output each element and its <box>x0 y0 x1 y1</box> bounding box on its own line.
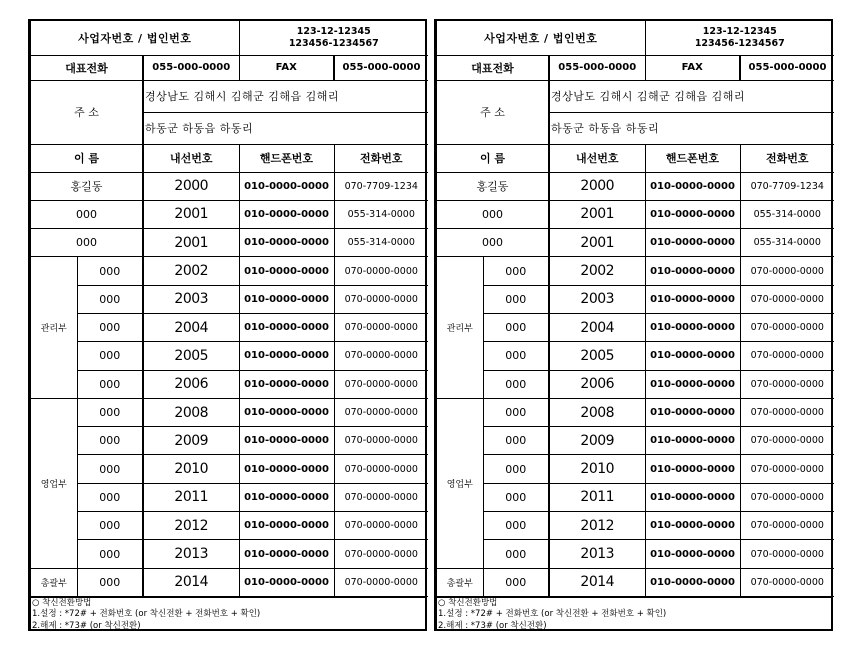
main-phone-row <box>437 55 834 80</box>
extension-number: 2002 <box>143 257 239 285</box>
extension-number: 2001 <box>549 200 645 228</box>
mobile-number: 010-0000-0000 <box>645 540 740 568</box>
employee-name: 000 <box>31 229 143 257</box>
phone-number: 070-0000-0000 <box>334 370 428 398</box>
employee-name: 000 <box>483 285 549 313</box>
table-row <box>437 370 834 398</box>
col-header-phone: 전화번호 <box>334 144 428 172</box>
phone-number: 070-0000-0000 <box>740 512 834 540</box>
phone-number: 070-0000-0000 <box>334 257 428 285</box>
extension-number: 2006 <box>549 370 645 398</box>
employee-name: 000 <box>77 455 143 483</box>
table-row <box>437 200 834 228</box>
col-header-mobile: 핸드폰번호 <box>645 144 740 172</box>
phone-number: 070-0000-0000 <box>740 483 834 511</box>
biz-number-value <box>645 21 834 55</box>
department-name: 총괄부 <box>31 568 77 596</box>
address-line1: 경상남도 김해시 김해군 김해읍 김해리 <box>549 80 834 112</box>
employee-name: 000 <box>483 455 549 483</box>
employee-name: 홍길동 <box>437 172 549 200</box>
table-row <box>31 313 428 341</box>
main-phone-value: 055-000-0000 <box>143 55 239 80</box>
address-line2: 하동군 하동읍 하동리 <box>143 112 428 144</box>
call-forwarding-notes <box>31 597 425 633</box>
table-row <box>31 398 428 426</box>
phone-number: 055-314-0000 <box>334 229 428 257</box>
employee-name: 000 <box>437 200 549 228</box>
call-forwarding-notes <box>437 597 831 633</box>
main-phone-value: 055-000-0000 <box>549 55 645 80</box>
column-header-row <box>437 144 834 172</box>
phone-number: 070-0000-0000 <box>740 285 834 313</box>
table-row <box>31 229 428 257</box>
mobile-number: 010-0000-0000 <box>645 398 740 426</box>
fax-value: 055-000-0000 <box>334 55 428 80</box>
table-row <box>437 285 834 313</box>
notes-title: ○ 착신전환방법 <box>438 597 498 608</box>
table-row <box>31 342 428 370</box>
phone-number: 070-0000-0000 <box>334 512 428 540</box>
table-row <box>437 342 834 370</box>
address-row-1 <box>31 80 428 112</box>
employee-name: 000 <box>77 313 143 341</box>
employee-name: 000 <box>483 483 549 511</box>
mobile-number: 010-0000-0000 <box>645 200 740 228</box>
phone-number: 070-0000-0000 <box>334 342 428 370</box>
department-name: 관리부 <box>437 257 483 398</box>
biz-number-line2: 123456-1234567 <box>288 37 379 49</box>
employee-name: 000 <box>437 229 549 257</box>
phone-number: 055-314-0000 <box>334 200 428 228</box>
phone-number: 070-0000-0000 <box>334 427 428 455</box>
extension-number: 2010 <box>549 455 645 483</box>
phone-number: 070-0000-0000 <box>334 540 428 568</box>
table-row <box>31 172 428 200</box>
mobile-number: 010-0000-0000 <box>645 229 740 257</box>
phone-number: 070-0000-0000 <box>740 257 834 285</box>
phone-number: 070-0000-0000 <box>740 427 834 455</box>
biz-number-row <box>437 21 834 55</box>
employee-name: 000 <box>77 398 143 426</box>
table-row <box>437 568 834 596</box>
extension-number: 2009 <box>549 427 645 455</box>
phone-number: 070-0000-0000 <box>740 398 834 426</box>
table-row <box>437 229 834 257</box>
mobile-number: 010-0000-0000 <box>645 512 740 540</box>
mobile-number: 010-0000-0000 <box>645 568 740 596</box>
fax-label: FAX <box>645 55 740 80</box>
employee-name: 000 <box>31 200 143 228</box>
table-row <box>31 455 428 483</box>
employee-name: 000 <box>483 540 549 568</box>
table-row <box>437 398 834 426</box>
table-row <box>31 427 428 455</box>
mobile-number: 010-0000-0000 <box>645 285 740 313</box>
col-header-name: 이 름 <box>437 144 549 172</box>
col-header-name: 이 름 <box>31 144 143 172</box>
extension-number: 2001 <box>549 229 645 257</box>
extension-number: 2004 <box>143 313 239 341</box>
phone-number: 070-0000-0000 <box>740 540 834 568</box>
employee-name: 000 <box>483 512 549 540</box>
employee-name: 000 <box>77 370 143 398</box>
fax-value: 055-000-0000 <box>740 55 834 80</box>
notes-title: ○ 착신전환방법 <box>32 597 92 608</box>
biz-number-label: 사업자번호 / 법인번호 <box>31 21 239 55</box>
extension-number: 2013 <box>549 540 645 568</box>
biz-number-value <box>239 21 428 55</box>
fax-label: FAX <box>239 55 334 80</box>
address-line1: 경상남도 김해시 김해군 김해읍 김해리 <box>143 80 428 112</box>
phone-number: 070-0000-0000 <box>334 398 428 426</box>
notes-line1: 1.설정 : *72# + 전화번호 (or 착신전환 + 전화번호 + 확인) <box>32 609 261 620</box>
notes-line2: 2.해제 : *73# (or 착신전환) <box>438 620 547 631</box>
biz-number-line2: 123456-1234567 <box>694 37 785 49</box>
table-row <box>31 540 428 568</box>
phone-number: 070-7709-1234 <box>740 172 834 200</box>
extension-number: 2002 <box>549 257 645 285</box>
extension-number: 2006 <box>143 370 239 398</box>
extension-number: 2008 <box>549 398 645 426</box>
table-row <box>437 455 834 483</box>
table-row <box>31 257 428 285</box>
employee-name: 000 <box>77 568 143 596</box>
department-name: 영업부 <box>437 398 483 568</box>
extension-number: 2004 <box>549 313 645 341</box>
table-row <box>437 257 834 285</box>
mobile-number: 010-0000-0000 <box>239 257 334 285</box>
table-row <box>437 427 834 455</box>
mobile-number: 010-0000-0000 <box>645 313 740 341</box>
mobile-number: 010-0000-0000 <box>239 285 334 313</box>
phone-number: 070-0000-0000 <box>334 313 428 341</box>
employee-name: 000 <box>77 257 143 285</box>
employee-name: 000 <box>483 568 549 596</box>
table-row <box>437 540 834 568</box>
col-header-extension: 내선번호 <box>549 144 645 172</box>
department-name: 영업부 <box>31 398 77 568</box>
employee-name: 000 <box>483 342 549 370</box>
col-header-phone: 전화번호 <box>740 144 834 172</box>
employee-name: 000 <box>77 512 143 540</box>
mobile-number: 010-0000-0000 <box>645 427 740 455</box>
mobile-number: 010-0000-0000 <box>645 257 740 285</box>
main-phone-label: 대표전화 <box>437 55 549 80</box>
biz-number-row <box>31 21 428 55</box>
table-row <box>31 285 428 313</box>
column-header-row <box>31 144 428 172</box>
table-row <box>31 370 428 398</box>
extension-number: 2005 <box>143 342 239 370</box>
employee-name: 홍길동 <box>31 172 143 200</box>
mobile-number: 010-0000-0000 <box>645 172 740 200</box>
address-label: 주 소 <box>437 80 549 144</box>
extension-number: 2011 <box>549 483 645 511</box>
extension-number: 2011 <box>143 483 239 511</box>
extension-number: 2001 <box>143 200 239 228</box>
biz-number-line1: 123-12-12345 <box>702 25 777 37</box>
mobile-number: 010-0000-0000 <box>645 370 740 398</box>
phone-number: 055-314-0000 <box>740 200 834 228</box>
table-row <box>31 483 428 511</box>
mobile-number: 010-0000-0000 <box>645 483 740 511</box>
mobile-number: 010-0000-0000 <box>239 313 334 341</box>
address-line2: 하동군 하동읍 하동리 <box>549 112 834 144</box>
contact-table <box>31 21 428 597</box>
phone-number: 070-0000-0000 <box>334 568 428 596</box>
mobile-number: 010-0000-0000 <box>239 398 334 426</box>
phone-number: 070-0000-0000 <box>334 285 428 313</box>
mobile-number: 010-0000-0000 <box>239 455 334 483</box>
table-row <box>437 313 834 341</box>
extension-number: 2005 <box>549 342 645 370</box>
mobile-number: 010-0000-0000 <box>239 370 334 398</box>
biz-number-line1: 123-12-12345 <box>296 25 371 37</box>
extension-number: 2008 <box>143 398 239 426</box>
employee-name: 000 <box>77 483 143 511</box>
mobile-number: 010-0000-0000 <box>239 342 334 370</box>
employee-name: 000 <box>483 313 549 341</box>
phone-number: 070-0000-0000 <box>740 455 834 483</box>
mobile-number: 010-0000-0000 <box>239 512 334 540</box>
mobile-number: 010-0000-0000 <box>239 229 334 257</box>
extension-number: 2012 <box>549 512 645 540</box>
extension-number: 2003 <box>549 285 645 313</box>
col-header-extension: 내선번호 <box>143 144 239 172</box>
employee-name: 000 <box>483 370 549 398</box>
col-header-mobile: 핸드폰번호 <box>239 144 334 172</box>
employee-name: 000 <box>483 398 549 426</box>
extension-number: 2014 <box>143 568 239 596</box>
extension-number: 2009 <box>143 427 239 455</box>
table-row <box>437 172 834 200</box>
mobile-number: 010-0000-0000 <box>645 455 740 483</box>
address-label: 주 소 <box>31 80 143 144</box>
mobile-number: 010-0000-0000 <box>239 200 334 228</box>
extension-number: 2000 <box>143 172 239 200</box>
mobile-number: 010-0000-0000 <box>645 342 740 370</box>
phone-number: 055-314-0000 <box>740 229 834 257</box>
table-row <box>437 512 834 540</box>
phone-number: 070-0000-0000 <box>740 568 834 596</box>
main-phone-label: 대표전화 <box>31 55 143 80</box>
employee-name: 000 <box>483 257 549 285</box>
mobile-number: 010-0000-0000 <box>239 483 334 511</box>
department-name: 관리부 <box>31 257 77 398</box>
extension-number: 2014 <box>549 568 645 596</box>
department-name: 총괄부 <box>437 568 483 596</box>
phone-number: 070-0000-0000 <box>334 483 428 511</box>
phone-number: 070-0000-0000 <box>740 313 834 341</box>
phone-number: 070-0000-0000 <box>334 455 428 483</box>
notes-line2: 2.해제 : *73# (or 착신전환) <box>32 620 141 631</box>
employee-name: 000 <box>77 285 143 313</box>
mobile-number: 010-0000-0000 <box>239 568 334 596</box>
contact-table <box>437 21 834 597</box>
extension-number: 2010 <box>143 455 239 483</box>
table-row <box>31 200 428 228</box>
mobile-number: 010-0000-0000 <box>239 172 334 200</box>
table-row <box>31 512 428 540</box>
employee-name: 000 <box>77 427 143 455</box>
mobile-number: 010-0000-0000 <box>239 427 334 455</box>
contact-sheet-left <box>28 19 427 631</box>
mobile-number: 010-0000-0000 <box>239 540 334 568</box>
extension-number: 2013 <box>143 540 239 568</box>
employee-name: 000 <box>77 342 143 370</box>
extension-number: 2000 <box>549 172 645 200</box>
notes-line1: 1.설정 : *72# + 전화번호 (or 착신전환 + 전화번호 + 확인) <box>438 609 667 620</box>
biz-number-label: 사업자번호 / 법인번호 <box>437 21 645 55</box>
address-row-1 <box>437 80 834 112</box>
contact-sheet-right <box>434 19 833 631</box>
employee-name: 000 <box>77 540 143 568</box>
extension-number: 2003 <box>143 285 239 313</box>
table-row <box>437 483 834 511</box>
extension-number: 2001 <box>143 229 239 257</box>
phone-number: 070-0000-0000 <box>740 370 834 398</box>
main-phone-row <box>31 55 428 80</box>
table-row <box>31 568 428 596</box>
employee-name: 000 <box>483 427 549 455</box>
phone-number: 070-0000-0000 <box>740 342 834 370</box>
extension-number: 2012 <box>143 512 239 540</box>
phone-number: 070-7709-1234 <box>334 172 428 200</box>
